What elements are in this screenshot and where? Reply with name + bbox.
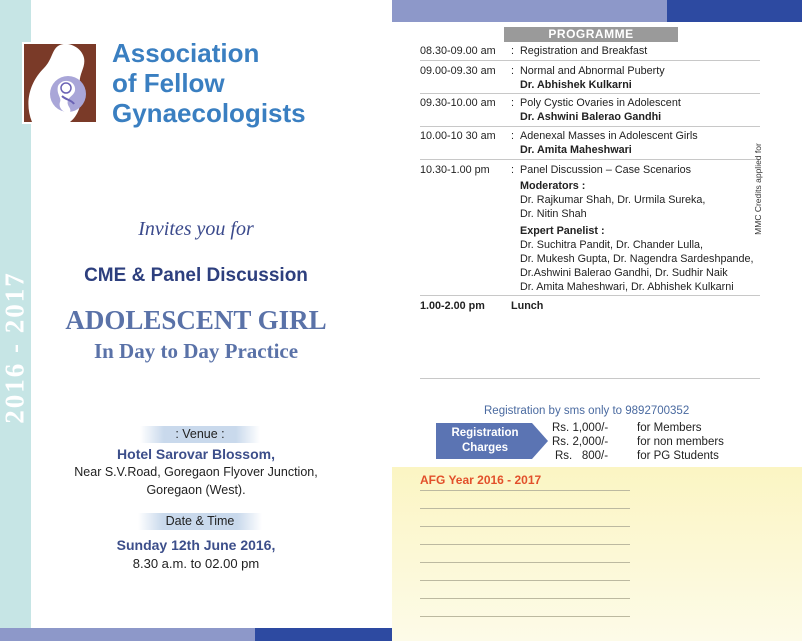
event-time: 8.30 a.m. to 02.00 pm xyxy=(132,556,260,571)
event-subtitle: In Day to Day Practice xyxy=(93,339,299,363)
row-colon: : xyxy=(511,65,514,77)
moderators-label: Moderators : xyxy=(520,180,586,192)
row-divider xyxy=(420,93,760,94)
registration-arrow-line-1: Registration xyxy=(451,427,519,439)
row-colon: : xyxy=(511,164,514,176)
credits-note: MMC Credits applied for xyxy=(753,143,763,235)
invitation-front-panel xyxy=(0,0,392,641)
blank-line xyxy=(420,526,630,527)
org-name-line-1: Association xyxy=(112,38,260,68)
event-date: Sunday 12th June 2016, xyxy=(116,537,276,553)
fee-category: for non members xyxy=(637,436,724,448)
fee-amount: Rs. 2,000/- xyxy=(552,436,609,448)
programme-header: PROGRAMME xyxy=(504,27,678,42)
row-title: Registration and Breakfast xyxy=(520,45,648,57)
fee-category: for Members xyxy=(637,422,702,434)
venue-address-line-2: Goregaon (West). xyxy=(146,483,246,497)
row-colon: : xyxy=(511,130,514,142)
blank-line xyxy=(420,580,630,581)
venue-label: : Venue : xyxy=(140,426,260,443)
panelists-label: Expert Panelist : xyxy=(520,225,605,237)
org-name-line-2: of Fellow xyxy=(112,68,225,98)
year-sidebar-text: 2016 - 2017 xyxy=(0,271,30,424)
header-band-dark xyxy=(667,0,802,22)
row-speaker: Dr. Ashwini Balerao Gandhi xyxy=(520,111,662,123)
event-type: CME & Panel Discussion xyxy=(84,265,308,286)
registration-arrow-line-2: Charges xyxy=(461,442,509,454)
footer-band-light xyxy=(0,628,255,641)
lunch-label: Lunch xyxy=(511,300,544,312)
blank-line xyxy=(420,544,630,545)
row-colon: : xyxy=(511,45,514,57)
row-time: 09.30-10.00 am xyxy=(420,97,496,109)
panelist-line: Dr. Mukesh Gupta, Dr. Nagendra Sardeshpande, xyxy=(520,253,754,265)
row-divider xyxy=(420,159,760,160)
panelist-line: Dr. Amita Maheshwari, Dr. Abhishek Kulkarni xyxy=(520,281,734,293)
row-divider xyxy=(420,126,760,127)
row-time: 09.00-09.30 am xyxy=(420,65,496,77)
section-divider xyxy=(420,378,760,379)
row-title: Poly Cystic Ovaries in Adolescent xyxy=(520,97,681,109)
row-time: 08.30-09.00 am xyxy=(420,45,496,57)
fee-amount: Rs. 800/- xyxy=(555,450,609,462)
fee-amount: Rs. 1,000/- xyxy=(552,422,609,434)
moderator-line: Dr. Nitin Shah xyxy=(520,208,587,220)
footer-band-dark xyxy=(255,628,392,641)
afg-logo-icon xyxy=(22,42,98,124)
row-speaker: Dr. Amita Maheshwari xyxy=(520,144,632,156)
blank-line xyxy=(420,616,630,617)
row-divider xyxy=(420,295,760,296)
afg-year-section xyxy=(392,467,802,641)
blank-line xyxy=(420,490,630,491)
blank-line xyxy=(420,598,630,599)
row-title: Panel Discussion – Case Scenarios xyxy=(520,164,692,176)
row-speaker: Dr. Abhishek Kulkarni xyxy=(520,79,632,91)
registration-charges-arrow xyxy=(436,423,548,459)
row-divider xyxy=(420,60,760,61)
fee-category: for PG Students xyxy=(637,450,719,462)
row-colon: : xyxy=(511,97,514,109)
row-time: 10.00-10 30 am xyxy=(420,130,496,142)
row-title: Normal and Abnormal Puberty xyxy=(520,65,665,77)
venue-address-line-1: Near S.V.Road, Goregaon Flyover Junction, xyxy=(74,465,318,479)
venue-name: Hotel Sarovar Blossom, xyxy=(117,446,275,462)
blank-line xyxy=(420,508,630,509)
registration-sms-text: Registration by sms only to 9892700352 xyxy=(484,405,690,417)
invites-text: Invites you for xyxy=(138,218,254,240)
row-time: 10.30-1.00 pm xyxy=(420,164,490,176)
date-time-label: Date & Time xyxy=(138,513,262,530)
lunch-time: 1.00-2.00 pm xyxy=(420,300,485,312)
panelist-line: Dr.Ashwini Balerao Gandhi, Dr. Sudhir Naik xyxy=(520,267,728,279)
afg-year-title: AFG Year 2016 - 2017 xyxy=(420,473,542,487)
event-title: ADOLESCENT GIRL xyxy=(65,305,327,335)
blank-line xyxy=(420,562,630,563)
moderator-line: Dr. Rajkumar Shah, Dr. Urmila Sureka, xyxy=(520,194,706,206)
panelist-line: Dr. Suchitra Pandit, Dr. Chander Lulla, xyxy=(520,239,704,251)
org-name-line-3: Gynaecologists xyxy=(112,98,306,128)
header-band-light xyxy=(392,0,667,22)
row-title: Adenexal Masses in Adolescent Girls xyxy=(520,130,698,142)
